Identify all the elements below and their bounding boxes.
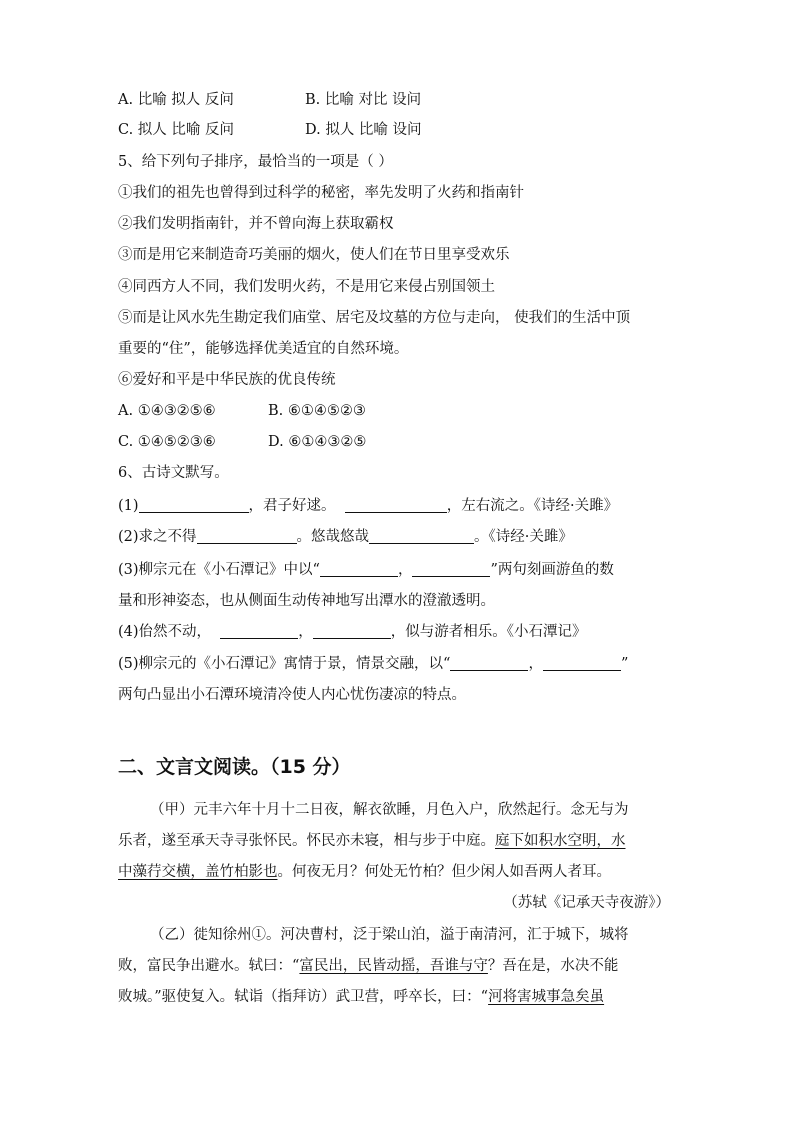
- answer-blank[interactable]: [369, 527, 474, 544]
- passage-jia-source: （苏轼《记承天寺夜游》）: [503, 895, 670, 911]
- q5-sentence-2: ②我们发明指南针，并不曾向海上获取霸权: [118, 216, 394, 232]
- q5-stem: 5、给下列句子排序，最恰当的一项是（ ）: [118, 154, 393, 170]
- q4-option-c[interactable]: C. 拟人 比喻 反问: [118, 122, 235, 138]
- passage-yi-text: 败城。”驱使复入。轼诣（指拜访）武卫营，呼卒长，曰：“: [118, 989, 489, 1005]
- answer-blank[interactable]: [450, 654, 528, 671]
- q5-sentence-3: ③而是用它来制造奇巧美丽的烟火，使人们在节日里享受欢乐: [118, 247, 510, 263]
- passage-jia-line2: [118, 831, 678, 851]
- passage-yi-text: 败，富民争出避水。轼曰：“: [118, 958, 300, 974]
- q6-stem: 6、古诗文默写。: [118, 465, 229, 481]
- q6-item-5-comma: ，: [528, 656, 543, 672]
- underlined-sentence: 庭下如积水空明，水: [495, 833, 626, 849]
- q6-item-4-source: ，似与游者相乐。《小石潭记》: [390, 624, 587, 640]
- q6-item-5-line2: 两句凸显出小石潭环境清冷使人内心忧伤凄凉的特点。: [118, 687, 466, 703]
- q5-sentence-5-line1: ⑤而是让风水先生勘定我们庙堂、居宅及坟墓的方位与走向， 使我们的生活中顶: [118, 310, 631, 326]
- q6-item-3-line2: 量和形神姿态，也从侧面生动传神地写出潭水的澄澈透明。: [118, 593, 495, 609]
- q6-item-4-text: (4)佁然不动，: [118, 624, 212, 640]
- q6-item-4: [118, 622, 678, 642]
- answer-blank[interactable]: [313, 622, 391, 639]
- q6-item-1-text: ，君子好逑。: [248, 498, 336, 514]
- q6-item-2-text: (2)求之不得: [118, 529, 197, 545]
- passage-yi-text: ？吾在是，水决不能: [487, 958, 619, 974]
- q5-option-a[interactable]: A. ①④③②⑤⑥: [118, 403, 216, 419]
- underlined-sentence: 河将害城事急矣虽: [488, 989, 605, 1005]
- passage-yi-line3: [118, 987, 678, 1007]
- q6-item-1-source: ，左右流之。《诗经·关雎》: [446, 498, 619, 514]
- passage-jia-text: 。何夜无月？何处无竹柏？但少闲人如吾两人者耳。: [277, 864, 611, 880]
- answer-blank[interactable]: [139, 496, 249, 513]
- q5-option-b[interactable]: B. ⑥①④⑤②③: [268, 403, 366, 419]
- q6-item-5-quote: ”: [620, 656, 629, 672]
- passage-yi-line1: （乙）徙知徐州①。河决曹村，泛于梁山泊，溢于南清河，汇于城下，城将: [150, 927, 629, 943]
- passage-yi-line2: [118, 956, 678, 976]
- q6-item-3-text: (3)柳宗元在《小石潭记》中以“: [118, 562, 320, 578]
- passage-jia-line3: [118, 862, 678, 882]
- q5-options-row1: [118, 401, 678, 421]
- q6-item-2-source: 。《诗经·关雎》: [474, 529, 573, 545]
- q6-item-2-mid: 。悠哉悠哉: [296, 529, 370, 545]
- underlined-sentence: 中藻荇交横，盖竹柏影也: [118, 864, 278, 880]
- answer-blank[interactable]: [197, 527, 297, 544]
- answer-blank[interactable]: [345, 496, 447, 513]
- q5-sentence-5-line2: 重要的“住”，能够选择优美适宜的自然环境。: [118, 341, 409, 357]
- q6-item-5: [118, 654, 678, 674]
- q5-option-d[interactable]: D. ⑥①④③②⑤: [268, 434, 367, 450]
- q5-sentence-1: ①我们的祖先也曾得到过科学的秘密，率先发明了火药和指南针: [118, 185, 524, 201]
- q4-option-d[interactable]: D. 拟人 比喻 设问: [305, 122, 422, 138]
- q6-item-2: [118, 527, 678, 547]
- q4-option-b[interactable]: B. 比喻 对比 设问: [305, 92, 422, 108]
- q4-option-a[interactable]: A. 比喻 拟人 反问: [118, 92, 234, 108]
- q6-item-1: [118, 496, 678, 516]
- q5-options-row2: [118, 432, 678, 452]
- q5-option-c[interactable]: C. ①④⑤②③⑥: [118, 434, 216, 450]
- q6-item-3-comma: ，: [397, 562, 413, 578]
- q4-options-row1: [118, 90, 678, 110]
- q6-item-1-number: (1): [118, 498, 139, 514]
- underlined-sentence: 富民出，民皆动摇，吾谁与守: [299, 958, 488, 974]
- answer-blank[interactable]: [320, 560, 398, 577]
- q5-sentence-6: ⑥爱好和平是中华民族的优良传统: [118, 372, 336, 388]
- q4-options-row2: [118, 120, 678, 140]
- q6-item-3: [118, 560, 678, 580]
- answer-blank[interactable]: [412, 560, 490, 577]
- q6-item-4-comma: ，: [298, 624, 313, 640]
- q6-item-3-tail: ”两句刻画游鱼的数: [490, 562, 614, 578]
- passage-jia-line1: （甲）元丰六年十月十二日夜，解衣欲睡，月色入户，欣然起行。念无与为: [150, 802, 629, 818]
- q6-item-5-text: (5)柳宗元的《小石潭记》寓情于景，情景交融，以“: [118, 656, 451, 672]
- answer-blank[interactable]: [543, 654, 621, 671]
- answer-blank[interactable]: [220, 622, 298, 639]
- q5-sentence-4: ④同西方人不同，我们发明火药，不是用它来侵占别国领土: [118, 279, 495, 295]
- section-2-title: 二、文言文阅读。（15 分）: [118, 756, 351, 778]
- passage-jia-text: 乐者，遂至承天寺寻张怀民。怀民亦未寝，相与步于中庭。: [118, 833, 495, 849]
